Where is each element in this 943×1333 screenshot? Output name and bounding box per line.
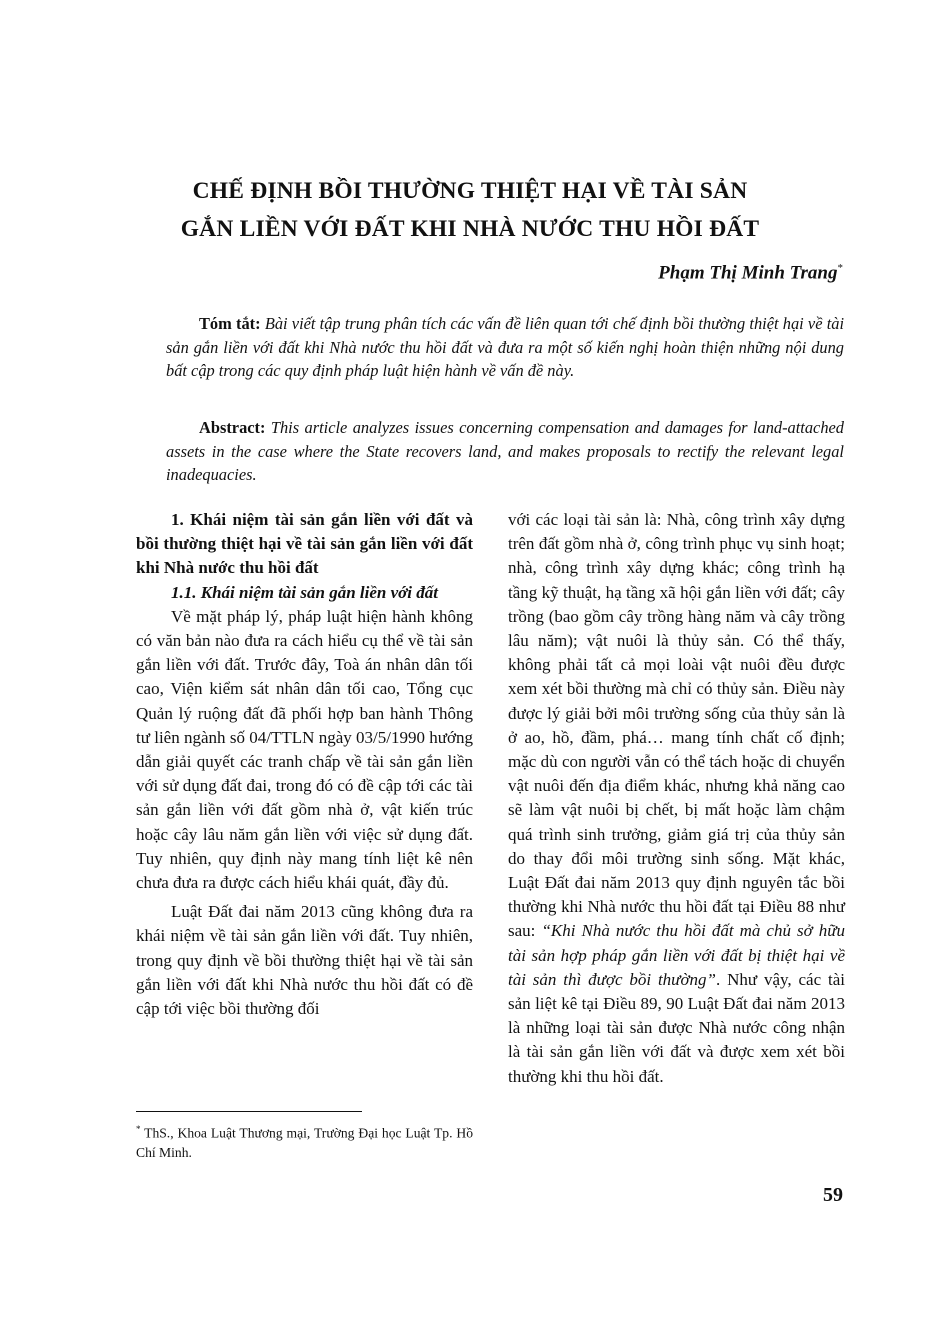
article-title-line-2: GẮN LIỀN VỚI ĐẤT KHI NHÀ NƯỚC THU HỒI ĐẤT	[180, 216, 760, 242]
footnote-mark: *	[136, 1124, 141, 1134]
left-paragraph-2: Luật Đất đai năm 2013 cũng không đưa ra khái niệm về tài sản gắn liền với đất. Tuy nhiên, trong quy định về bồi thường thiệt hại về tài sản gắn liền với đất khi Nhà nước thu hồi đất có đề cập tới việc bồi thường đối	[136, 902, 473, 1019]
author-footnote-mark: *	[837, 262, 843, 274]
section-heading: 1. Khái niệm tài sản gắn liền với đất và bồi thường thiệt hại về tài sản gắn liền với đất khi Nhà nước thu hồi đất	[136, 510, 473, 578]
left-column	[136, 508, 473, 1021]
right-text-after-quote: . Như vậy, các tài sản liệt kê tại Điều 89, 90 Luật Đất đai năm 2013 là những loại tài sản được Nhà nước công nhận là tài sản gắn liền với đất và được xem xét bồi thường khi thu hồi đất.	[508, 969, 845, 1086]
article-title	[120, 172, 820, 248]
abstract-english-text: This article analyzes issues concerning compensation and damages for land-attached assets in the case where the State recovers land, and makes proposals to rectify the relevant legal inadequacies.	[166, 418, 844, 485]
abstract-vietnamese-label: Tóm tắt:	[199, 314, 261, 333]
right-paragraph	[508, 508, 845, 1089]
abstract-english-label: Abstract:	[199, 418, 266, 437]
law-quote: “Khi Nhà nước thu hồi đất mà chủ sở hữu tài sản hợp pháp gắn liền với đất bị thiệt hại về tài sản thì được bồi thường”	[508, 921, 846, 989]
right-column	[508, 508, 845, 1089]
footnote-divider	[136, 1111, 362, 1112]
abstract-vietnamese	[166, 312, 844, 383]
author-name: Phạm Thị Minh Trang	[658, 262, 838, 284]
left-paragraph-1: Về mặt pháp lý, pháp luật hiện hành không có văn bản nào đưa ra cách hiểu cụ thể về tài sản gắn liền với đất. Trước đây, Toà án nhân dân tối cao, Viện kiểm sát nhân dân tối cao, Tổng cục Quản lý ruộng đất đã phối hợp ban hành Thông tư liên ngành số 04/TTLN ngày 03/5/1990 hướng dẫn giải quyết các tranh chấp về tài sản gắn liền với sử dụng đất đai, trong đó có đề cập tới các tài sản gắn liền với đất gồm nhà ở, vật kiến trúc hoặc cây lâu năm gắn liền với việc sử dụng đất. Tuy nhiên, quy định này mang tính liệt kê nên chưa đưa ra được cách hiểu khái quát, đầy đủ.	[136, 606, 473, 893]
abstract-vietnamese-text: Bài viết tập trung phân tích các vấn đề liên quan tới chế định bồi thường thiệt hại về tài sản gắn liền với đất khi Nhà nước thu hồi đất và đưa ra một số kiến nghị hoàn thiện những nội dung bất cập trong các quy định pháp luật hiện hành về vấn đề này.	[166, 314, 844, 381]
page-number: 59	[823, 1184, 843, 1206]
subsection-heading: 1.1. Khái niệm tài sản gắn liền với đất	[171, 582, 438, 602]
right-text-before-quote: với các loại tài sản là: Nhà, công trình xây dựng trên đất gồm nhà ở, công trình phục vụ sinh hoạt; nhà, công trình xây dựng khác; công trình hạ tầng kỹ thuật, hạ tầng xã hội gắn liền với đất; cây trồng (bao gồm cây trồng hàng năm và cây trồng lâu năm); vật nuôi là thủy sản. Có thể thấy, không phải tất cả mọi loài vật nuôi đều được xem xét bồi thường mà chỉ có thủy sản. Điều này được lý giải bởi môi trường sống của thủy sản là ở ao, hồ, đầm, phá… mang tính chất cố định; mặc dù con người vẫn có thể tách hoặc di chuyển vật nuôi đến địa điểm khác, nhưng khả năng cao sẽ làm vật nuôi bị chết, bị mất hoặc làm chậm quá trình sinh trưởng, giảm giá trị của thủy sản do thay đổi môi trường sinh sống. Mặt khác, Luật Đất đai năm 2013 quy định nguyên tắc bồi thường khi Nhà nước thu hồi đất tại Điều 88 như sau:	[508, 510, 845, 941]
footnote	[136, 1120, 473, 1162]
article-title-line-1: CHẾ ĐỊNH BỒI THƯỜNG THIỆT HẠI VỀ TÀI SẢN	[192, 178, 748, 204]
article-author	[658, 262, 843, 284]
footnote-text: ThS., Khoa Luật Thương mại, Trường Đại học Luật Tp. Hồ Chí Minh.	[136, 1125, 473, 1160]
abstract-english	[166, 416, 844, 487]
